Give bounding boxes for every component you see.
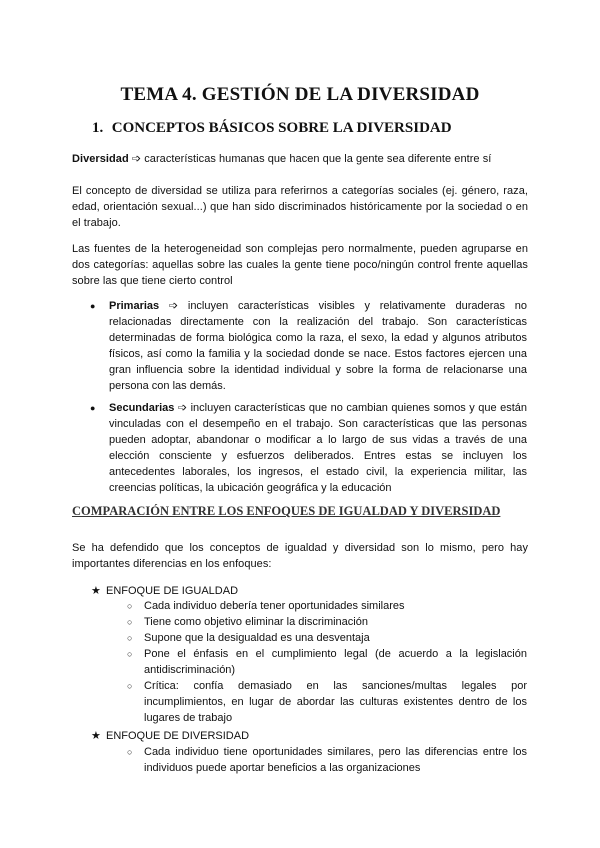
section-title: CONCEPTOS BÁSICOS SOBRE LA DIVERSIDAD bbox=[111, 120, 452, 136]
circle-bullet-icon: ○ bbox=[127, 681, 133, 691]
approach-item: Pone el énfasis en el cumplimiento legal (de acuerdo a la legislación antidiscriminación) bbox=[144, 648, 527, 676]
bullet-icon: ● bbox=[90, 403, 96, 413]
definition-term: Diversidad bbox=[72, 153, 129, 165]
definition-text: características humanas que hacen que la gente sea diferente entre sí bbox=[141, 153, 492, 165]
approach-label: ENFOQUE DE IGUALDAD bbox=[106, 585, 239, 597]
circle-bullet-icon: ○ bbox=[127, 649, 133, 659]
concept-paragraph: El concepto de diversidad se utiliza para referirnos a categorías sociales (ej. género, raza, edad, orientación sexual...) que han sido discriminados históricamente por la sociedad o en el trabajo. bbox=[72, 185, 528, 229]
approach-item: Crítica: confía demasiado en las sanciones/multas legales por incumplimientos, en lugar de abordar las culturas existentes dentro de los lugares de trabajo bbox=[144, 680, 527, 724]
definition-paragraph bbox=[72, 151, 528, 167]
circle-bullet-icon: ○ bbox=[127, 601, 133, 611]
page-title: TEMA 4. GESTIÓN DE LA DIVERSIDAD bbox=[120, 84, 480, 105]
bullet-description: incluyen características que no cambian quienes somos y que están vinculadas con el desempeño en el trabajo. Son características que las personas pueden adoptar, abandonar o modificar a lo largo de sus vidas a través de una elección consciente y esfuerzos deliberados. Entres estas se incluyen los antecedentes laborales, los ingresos, el estado civil, la experiencia militar, las creencias políticas, la ubicación geográfica y la educación bbox=[109, 402, 527, 494]
circle-bullet-icon: ○ bbox=[127, 747, 133, 757]
approach-item: Cada individuo tiene oportunidades similares, pero las diferencias entre los individuos puede aportar beneficios a las organizaciones bbox=[144, 746, 527, 774]
star-icon: ★ bbox=[91, 730, 101, 742]
bullet-description: incluyen características visibles y relativamente duraderas no relacionadas directamente con la realización del trabajo. Son características determinadas de forma biológica como la raza, el sexo, la edad y algunos atributos físicos, así como la familia y la sociedad donde se nace. Estos factores ejercen una gran influencia sobre la identidad individual y sobre la forma de relacionarse una persona con las demás. bbox=[109, 300, 527, 392]
approach-item: Cada individuo debería tener oportunidades similares bbox=[144, 600, 405, 612]
compare-paragraph: Se ha defendido que los conceptos de igualdad y diversidad son lo mismo, pero hay importantes diferencias en los enfoques: bbox=[72, 542, 528, 570]
bullet-term: Primarias bbox=[109, 300, 160, 312]
bullet-text bbox=[109, 400, 527, 496]
approach-item: Tiene como objetivo eliminar la discriminación bbox=[144, 616, 368, 628]
bullet-term: Secundarias bbox=[109, 402, 175, 414]
circle-bullet-icon: ○ bbox=[127, 633, 133, 643]
section-heading bbox=[92, 120, 452, 137]
arrow-icon: ➩ bbox=[131, 153, 142, 165]
approach-label: ENFOQUE DE DIVERSIDAD bbox=[106, 730, 250, 742]
section-number: 1. bbox=[92, 120, 104, 136]
approach-item: Supone que la desigualdad es una desventaja bbox=[144, 632, 370, 644]
bullet-text bbox=[109, 298, 527, 394]
arrow-icon: ➩ bbox=[168, 300, 179, 312]
circle-bullet-icon: ○ bbox=[127, 617, 133, 627]
star-icon: ★ bbox=[91, 585, 101, 597]
sources-paragraph: Las fuentes de la heterogeneidad son complejas pero normalmente, pueden agruparse en dos categorías: aquellas sobre las cuales la gente tiene poco/ningún control frente aquellas sobre las que tiene cierto control bbox=[72, 243, 528, 287]
bullet-icon: ● bbox=[90, 301, 96, 311]
arrow-icon: ➩ bbox=[177, 402, 188, 414]
comparison-heading: COMPARACIÓN ENTRE LOS ENFOQUES DE IGUALDAD Y DIVERSIDAD bbox=[72, 504, 501, 518]
